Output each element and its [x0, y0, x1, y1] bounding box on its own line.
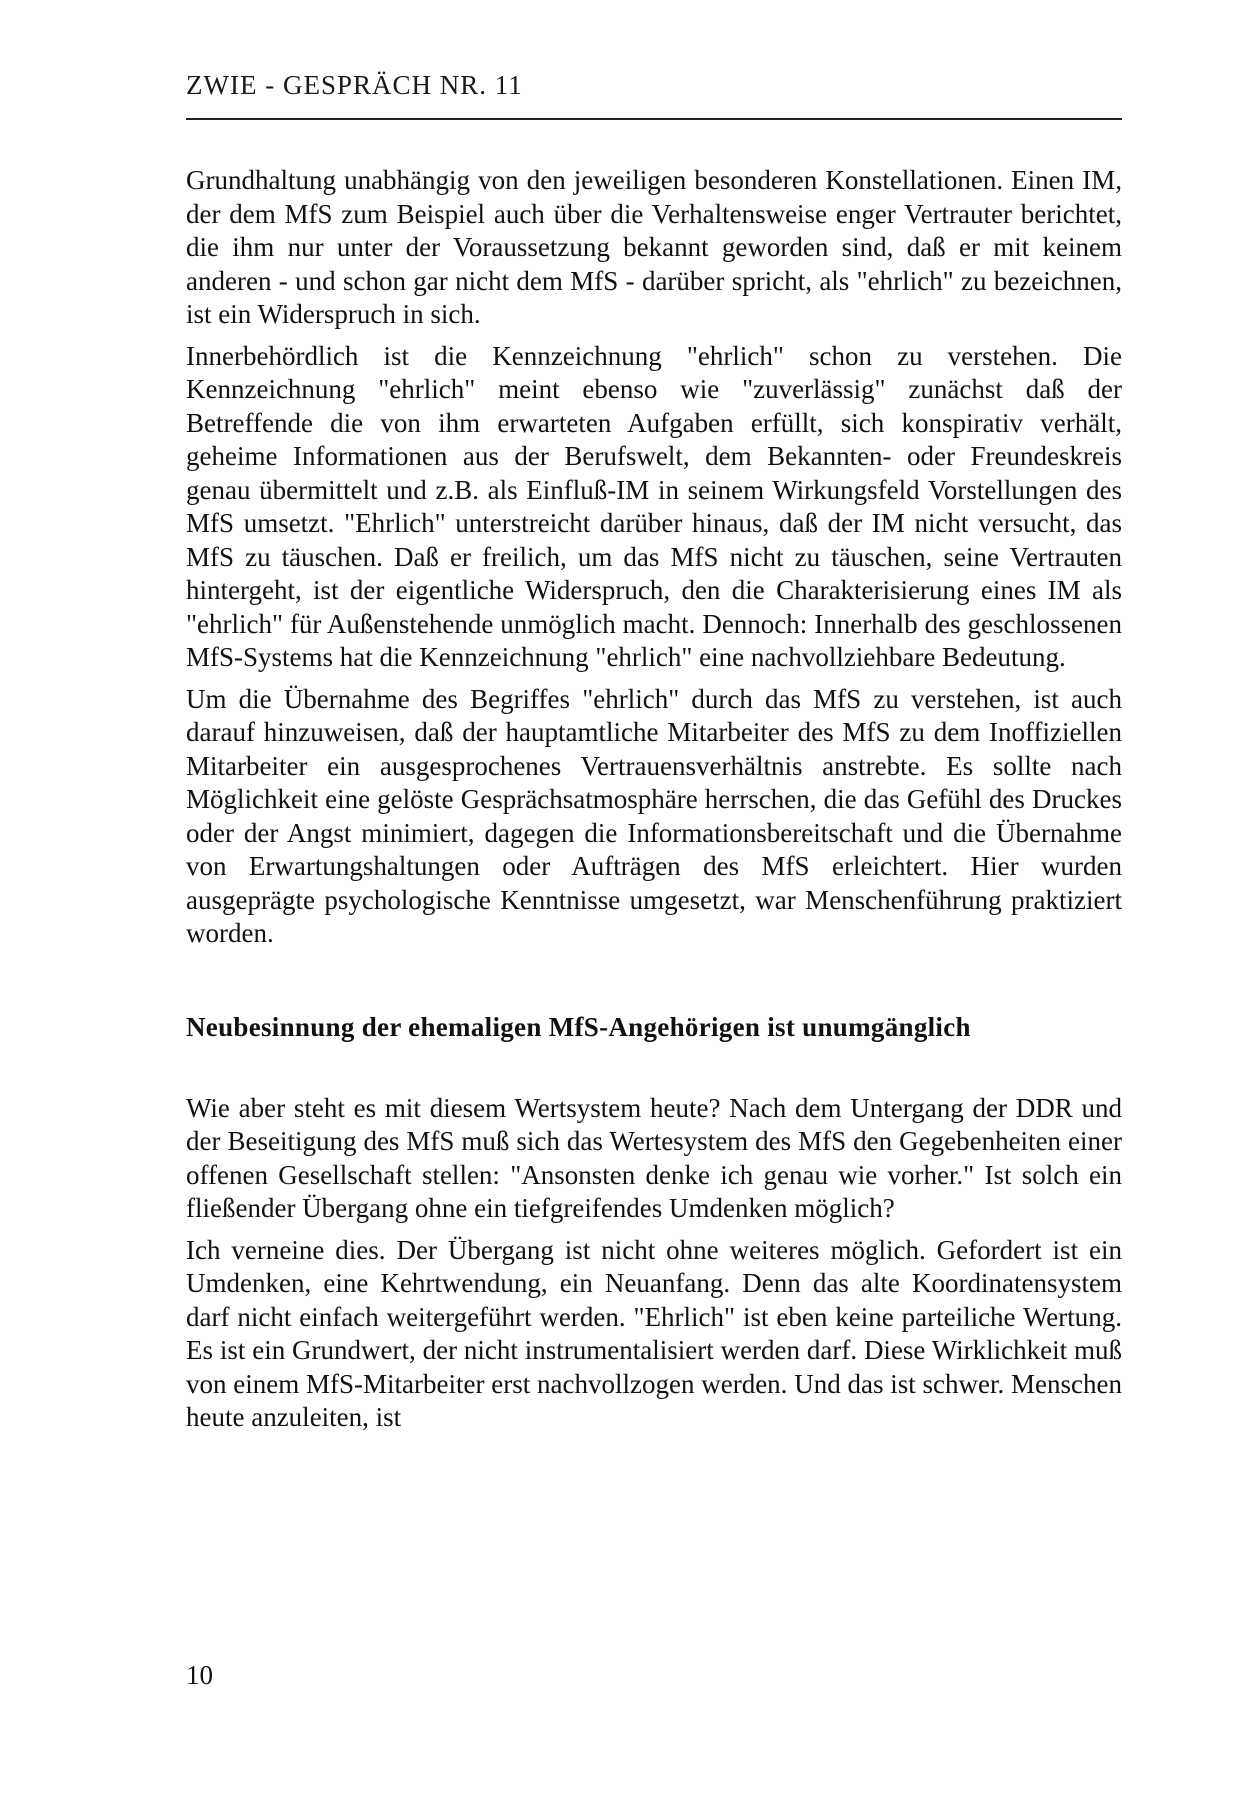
paragraph: Wie aber steht es mit diesem Wertsystem heute? Nach dem Untergang der DDR und der Beseitigung des MfS muß sich das Wertesystem des MfS den Gegebenheiten einer offenen Gesellschaft stellen: "Ansonsten denke ich genau wie vorher." Ist solch ein fließender Übergang ohne ein tiefgreifendes Umdenken möglich?	[186, 1092, 1122, 1223]
section-heading: Neubesinnung der ehemaligen MfS-Angehörigen ist unumgänglich	[186, 1011, 971, 1042]
paragraph: Ich verneine dies. Der Übergang ist nicht ohne weiteres möglich. Gefordert ist ein Umdenken, eine Kehrtwendung, ein Neuanfang. Denn das alte Koordinatensystem darf nicht einfach weitergeführt werden. "Ehrlich" ist eben keine parteiliche Wertung. Es ist ein Grundwert, der nicht instrumentalisiert werden darf. Diese Wirklichkeit muß von einem MfS-Mitarbeiter erst nachvollzogen werden. Und das ist schwer. Menschen heute anzuleiten, ist	[186, 1234, 1122, 1432]
paragraph: Innerbehördlich ist die Kennzeichnung "ehrlich" schon zu verstehen. Die Kennzeichnung "ehrlich" meint ebenso wie "zuverlässig" zunächst daß der Betreffende die von ihm erwarteten Aufgaben erfüllt, sich konspirativ verhält, geheime Informationen aus der Berufswelt, dem Bekannten- oder Freundeskreis genau übermittelt und z.B. als Einfluß-IM in seinem Wirkungsfeld Vorstellungen des MfS umsetzt. "Ehrlich" unterstreicht darüber hinaus, daß der IM nicht versucht, das MfS zu täuschen. Daß er freilich, um das MfS nicht zu täuschen, seine Vertrauten hintergeht, ist der eigentliche Widerspruch, den die Charakterisierung eines IM als "ehrlich" für Außenstehende unmöglich macht. Dennoch: Innerhalb des geschlossenen MfS-Systems hat die Kennzeichnung "ehrlich" eine nachvollziehbare Bedeutung.	[186, 340, 1122, 672]
header-rule	[186, 118, 1122, 120]
section-body	[186, 1092, 1122, 1435]
running-header: ZWIE - GESPRÄCH NR. 11	[186, 70, 523, 100]
body-text	[186, 164, 1122, 1435]
page-number: 10	[186, 1660, 213, 1690]
paragraph: Grundhaltung unabhängig von den jeweiligen besonderen Konstellationen. Einen IM, der dem MfS zum Beispiel auch über die Verhaltensweise enger Vertrauter berichtet, die ihm nur unter der Voraussetzung bekannt geworden sind, daß er mit keinem anderen - und schon gar nicht dem MfS - darüber spricht, als "ehrlich" zu bezeichnen, ist ein Widerspruch in sich.	[186, 165, 1122, 329]
paragraph: Um die Übernahme des Begriffes "ehrlich" durch das MfS zu verstehen, ist auch darauf hinzuweisen, daß der hauptamtliche Mitarbeiter des MfS zu dem Inoffiziellen Mitarbeiter ein ausgesprochenes Vertrauensverhältnis anstrebte. Es sollte nach Möglichkeit eine gelöste Gesprächsatmosphäre herrschen, die das Gefühl des Druckes oder der Angst minimiert, dagegen die Informationsbereitschaft und die Übernahme von Erwartungshaltungen oder Aufträgen des MfS erleichtert. Hier wurden ausgeprägte psychologische Kenntnisse umgesetzt, war Menschenführung praktiziert worden.	[186, 683, 1122, 948]
